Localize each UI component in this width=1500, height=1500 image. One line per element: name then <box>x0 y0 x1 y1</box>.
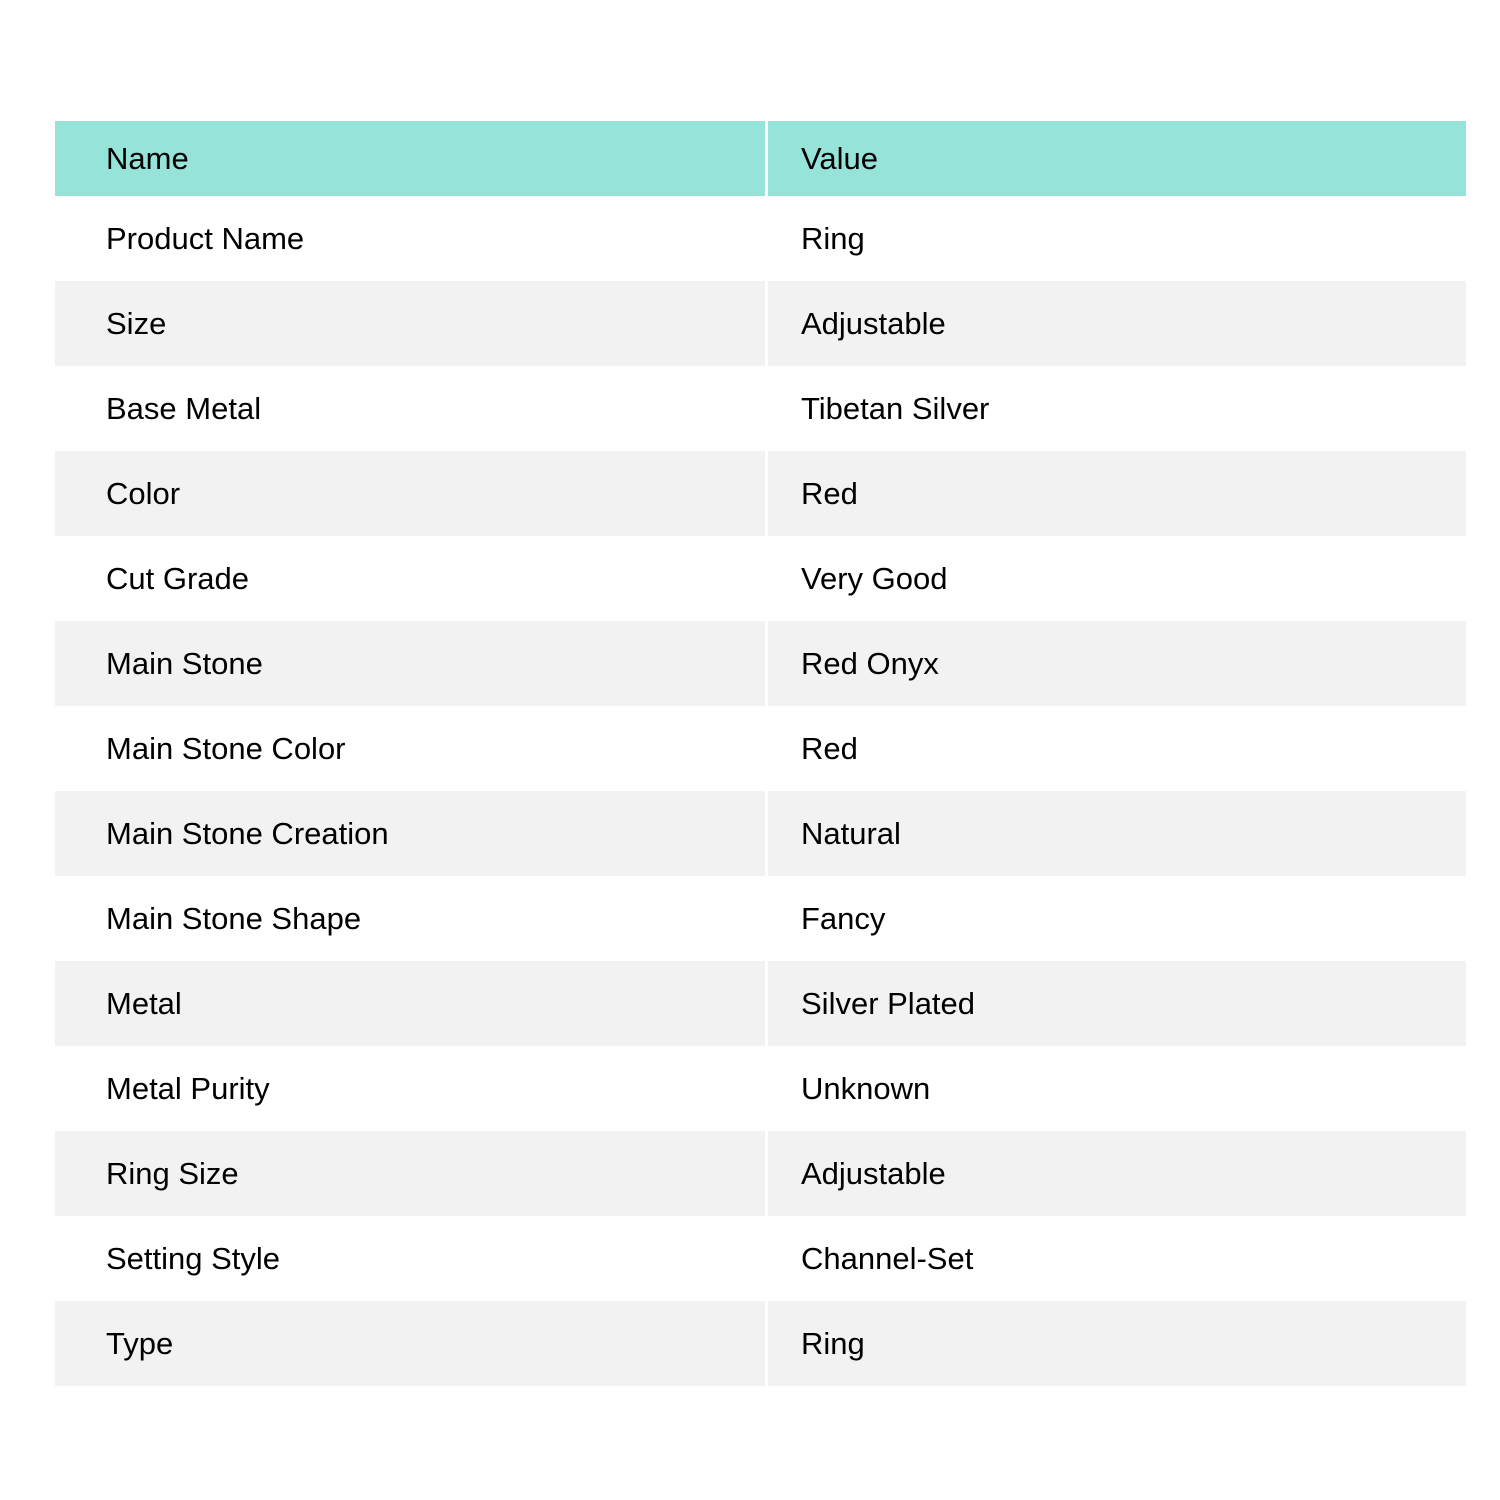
table-row <box>55 706 1466 791</box>
header-row <box>55 121 1466 196</box>
table-row <box>55 1046 1466 1131</box>
table-row <box>55 451 1466 536</box>
row-value-cell: Fancy <box>765 876 1466 961</box>
row-name-cell: Metal <box>55 961 765 1046</box>
table-row <box>55 1301 1466 1386</box>
table-row <box>55 791 1466 876</box>
row-name-cell: Cut Grade <box>55 536 765 621</box>
row-name-cell: Type <box>55 1301 765 1386</box>
table-header <box>55 121 1466 196</box>
row-name-cell: Main Stone Creation <box>55 791 765 876</box>
row-value-cell: Ring <box>765 1301 1466 1386</box>
row-name-cell: Main Stone <box>55 621 765 706</box>
table-body <box>55 196 1466 1386</box>
table-row <box>55 281 1466 366</box>
row-name-cell: Ring Size <box>55 1131 765 1216</box>
row-value-cell: Red <box>765 451 1466 536</box>
row-value-cell: Unknown <box>765 1046 1466 1131</box>
row-name-cell: Metal Purity <box>55 1046 765 1131</box>
row-value-cell: Ring <box>765 196 1466 281</box>
row-name-cell: Product Name <box>55 196 765 281</box>
row-value-cell: Adjustable <box>765 281 1466 366</box>
row-value-cell: Adjustable <box>765 1131 1466 1216</box>
row-name-cell: Base Metal <box>55 366 765 451</box>
row-value-cell: Channel-Set <box>765 1216 1466 1301</box>
row-value-cell: Red Onyx <box>765 621 1466 706</box>
row-name-cell: Color <box>55 451 765 536</box>
row-name-cell: Main Stone Shape <box>55 876 765 961</box>
row-name-cell: Setting Style <box>55 1216 765 1301</box>
table-row <box>55 1216 1466 1301</box>
row-name-cell: Size <box>55 281 765 366</box>
table-row <box>55 961 1466 1046</box>
row-value-cell: Red <box>765 706 1466 791</box>
column-header-name: Name <box>55 121 765 196</box>
row-name-cell: Main Stone Color <box>55 706 765 791</box>
table-row <box>55 621 1466 706</box>
table-row <box>55 536 1466 621</box>
row-value-cell: Very Good <box>765 536 1466 621</box>
table-row <box>55 1131 1466 1216</box>
table-row <box>55 876 1466 961</box>
column-header-value: Value <box>765 121 1466 196</box>
table-row <box>55 366 1466 451</box>
table-row <box>55 196 1466 281</box>
row-value-cell: Natural <box>765 791 1466 876</box>
row-value-cell: Tibetan Silver <box>765 366 1466 451</box>
spec-table <box>55 121 1466 1386</box>
row-value-cell: Silver Plated <box>765 961 1466 1046</box>
